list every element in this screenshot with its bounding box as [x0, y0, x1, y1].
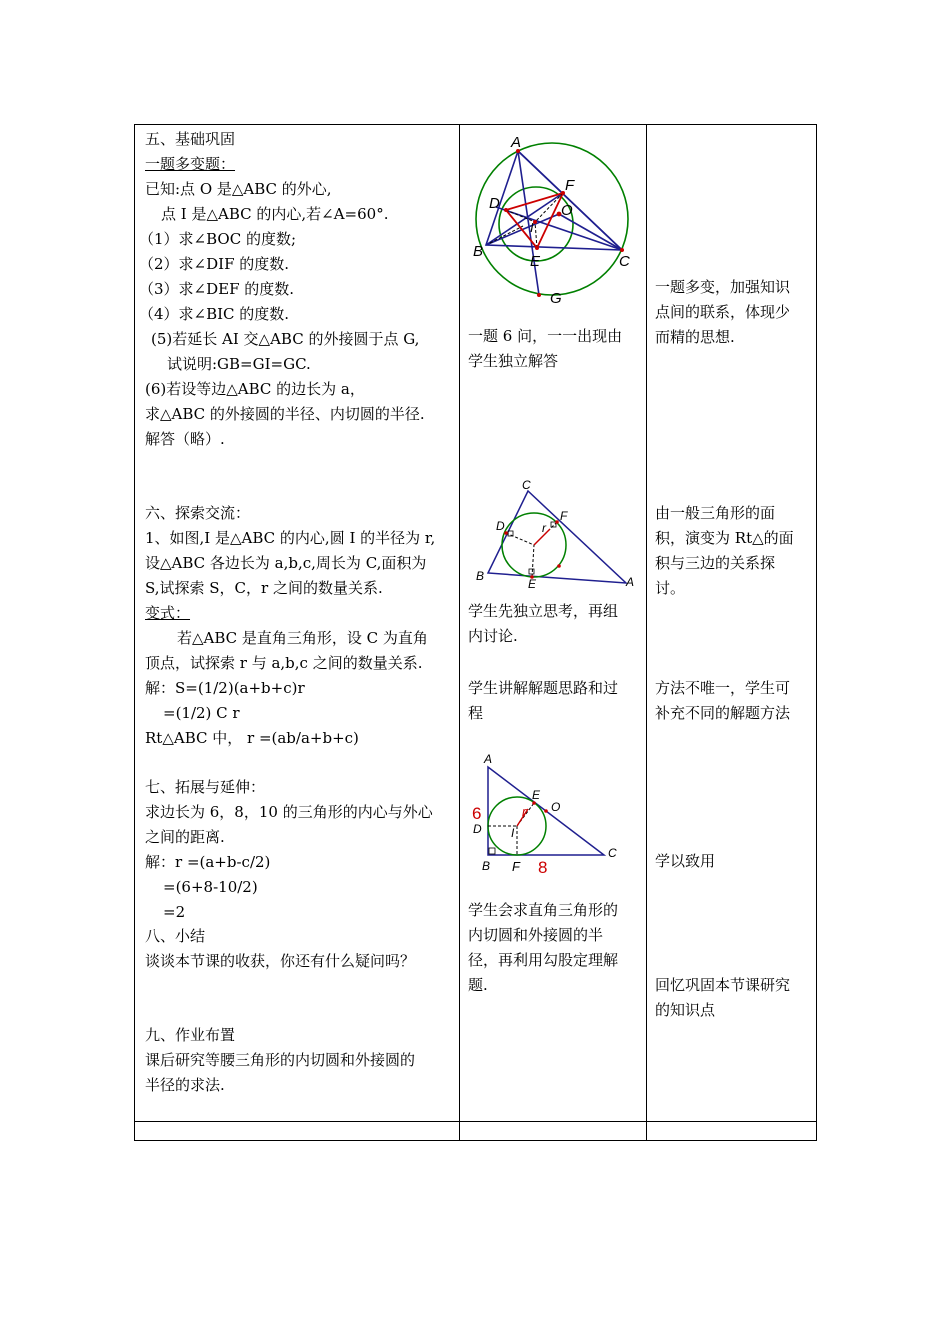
text-line: 之间的距离. [145, 828, 225, 846]
solution-line: =(6+8-10/2) [163, 878, 258, 896]
label-G: G [550, 290, 562, 307]
label-C: C [619, 253, 630, 270]
text-line: 求边长为 6，8，10 的三角形的内心与外心 [145, 803, 433, 821]
label-E: E [532, 788, 541, 802]
question-6: (6)若设等边△ABC 的边长为 a， [145, 380, 365, 398]
text-line: 设△ABC 各边长为 a,b,c,周长为 C,面积为 [145, 554, 427, 572]
label-B: B [482, 859, 491, 873]
text-line: 课后研究等腰三角形的内切圆和外接圆的 [145, 1051, 416, 1069]
section-8-title: 八、小结 [145, 927, 206, 945]
question-4: （4）求∠BIC 的度数. [139, 305, 290, 323]
solution-line: Rt△ABC 中， r =(ab/a+b+c) [145, 729, 359, 747]
intent-text: 讨。 [655, 579, 686, 597]
lesson-plan-table [134, 124, 817, 1141]
label-B: B [473, 243, 484, 260]
label-A: A [511, 134, 522, 151]
intent-column [647, 125, 817, 1122]
solution-line: =2 [163, 903, 186, 921]
label-A: A [626, 575, 635, 589]
label-O: O [551, 800, 561, 814]
label-I: I [511, 826, 515, 840]
intent-text: 补充不同的解题方法 [655, 704, 791, 722]
intent-text: 学以致用 [655, 852, 716, 870]
label-C: C [608, 846, 617, 860]
text-line: 1、如图,I 是△ABC 的内心,圆 I 的半径为 r, [145, 529, 436, 547]
intent-text: 点间的联系，体现少 [655, 303, 791, 321]
label-E: E [530, 253, 541, 270]
label-B: B [476, 569, 485, 583]
question-5: (5)若延长 AI 交△ABC 的外接圆于点 G, [151, 330, 420, 348]
content-column [135, 125, 460, 1122]
intent-text: 积，演变为 Rt△的面 [655, 529, 794, 547]
label-E: E [528, 577, 537, 591]
activity-text: 径，再利用勾股定理解 [468, 951, 619, 969]
label-F: F [512, 859, 520, 874]
answer-note: 解答（略）. [145, 430, 225, 448]
text-line: S,试探索 S，C，r 之间的数量关系. [145, 579, 383, 597]
question-5-cont: 试说明:GB=GI=GC. [167, 355, 311, 373]
activity-text: 学生会求直角三角形的 [468, 901, 619, 919]
intent-text: 回忆巩固本节课研究 [655, 976, 791, 994]
activity-text: 内切圆和外接圆的半 [468, 926, 604, 944]
text-line: 若△ABC 是直角三角形，设 C 为直角 [177, 629, 428, 647]
label-r: r [542, 521, 546, 535]
text-line: 顶点，试探索 r 与 a,b,c 之间的数量关系. [145, 654, 423, 672]
text-line: 点 I 是△ABC 的内心,若∠A=60°. [161, 205, 389, 223]
section-6-title: 六、探索交流： [145, 504, 251, 522]
section-7-title: 七、拓展与延伸： [145, 778, 266, 796]
figure-circumcircle-incircle [468, 127, 644, 307]
text-line: 半径的求法. [145, 1076, 225, 1094]
label-F: F [560, 509, 568, 523]
question-1: （1）求∠BOC 的度数; [139, 230, 297, 248]
label-D: D [473, 822, 482, 836]
intent-text: 的知识点 [655, 1001, 716, 1019]
solution-line: =(1/2) C r [163, 704, 240, 722]
activity-text: 学生先独立思考，再组 [468, 602, 619, 620]
activity-text: 学生独立解答 [468, 352, 559, 370]
activity-text: 题. [468, 976, 488, 994]
intent-text: 积与三边的关系探 [655, 554, 776, 572]
text-line: 谈谈本节课的收获，你还有什么疑问吗？ [145, 952, 416, 970]
label-D: D [496, 519, 505, 533]
solution-line: 解：r =(a+b-c/2) [145, 853, 271, 871]
intent-text: 方法不唯一，学生可 [655, 679, 791, 697]
intent-text: 由一般三角形的面 [655, 504, 776, 522]
label-r: r [522, 804, 527, 819]
figure-right-triangle [468, 749, 644, 879]
label-eight: 8 [538, 858, 548, 877]
empty-cell [647, 1122, 817, 1141]
label-F: F [565, 177, 575, 194]
label-six: 6 [472, 804, 482, 823]
question-2: （2）求∠DIF 的度数. [139, 255, 290, 273]
activity-text: 内讨论. [468, 627, 518, 645]
variant-label: 变式： [145, 604, 191, 622]
activity-text: 学生讲解解题思路和过 [468, 679, 619, 697]
label-A: A [484, 752, 493, 766]
activity-column [460, 125, 647, 1122]
activity-text: 程 [468, 704, 484, 722]
intent-text: 而精的思想. [655, 328, 735, 346]
section-5-title: 五、基础巩固 [145, 130, 236, 148]
section-5-subtitle: 一题多变题： [145, 155, 236, 173]
label-O: O [561, 202, 573, 219]
question-3: （3）求∠DEF 的度数. [139, 280, 295, 298]
solution-line: 解：S=(1/2)(a+b+c)r [145, 679, 305, 697]
text-line: 已知:点 O 是△ABC 的外心, [145, 180, 332, 198]
figure-incircle-triangle [468, 477, 644, 593]
empty-cell [135, 1122, 460, 1141]
label-C: C [522, 478, 531, 492]
label-I: I [530, 220, 534, 235]
activity-text: 一题 6 问，一一出现由 [468, 327, 623, 345]
empty-cell [460, 1122, 647, 1141]
section-9-title: 九、作业布置 [145, 1026, 236, 1044]
question-6-cont: 求△ABC 的外接圆的半径、内切圆的半径. [145, 405, 425, 423]
label-D: D [489, 195, 500, 212]
intent-text: 一题多变，加强知识 [655, 278, 791, 296]
empty-row [135, 1122, 817, 1141]
